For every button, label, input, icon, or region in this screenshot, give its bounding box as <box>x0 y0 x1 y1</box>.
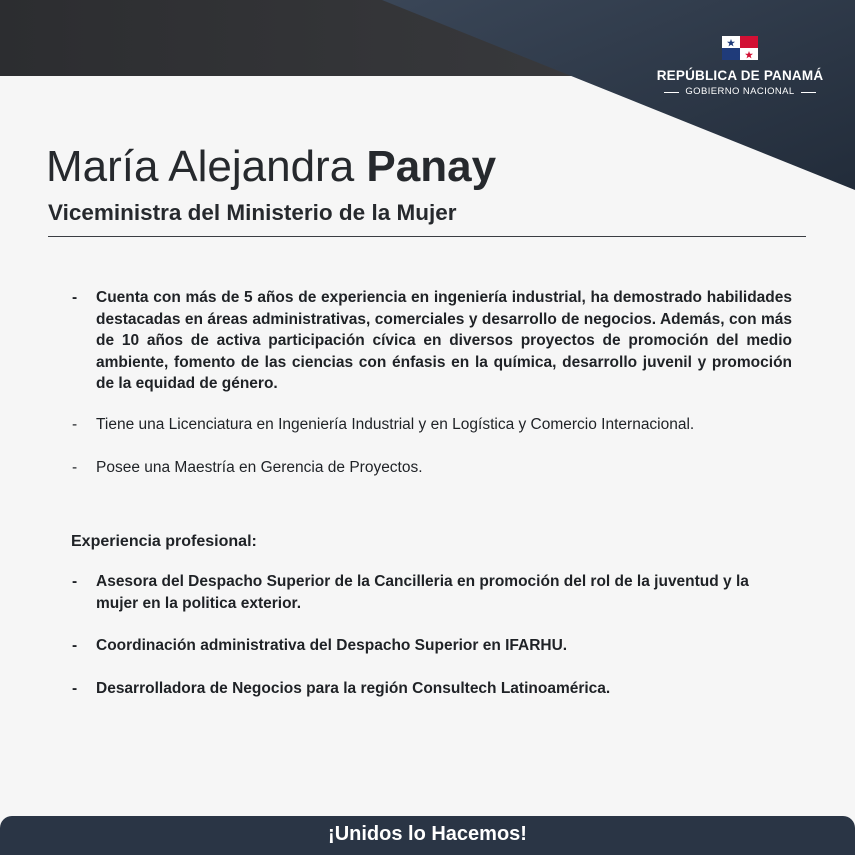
last-name: Panay <box>366 142 497 191</box>
panama-flag-icon <box>722 36 758 60</box>
person-role: Viceministra del Ministerio de la Mujer <box>48 200 457 225</box>
experience-title: Experiencia profesional: <box>71 533 257 550</box>
summary-list-2 <box>70 414 792 436</box>
government-subtitle <box>640 86 840 98</box>
subtitle-rule-left <box>664 92 679 93</box>
bullet-dash: - <box>72 573 78 590</box>
summary-item <box>70 414 792 436</box>
first-names: María Alejandra <box>46 142 355 191</box>
summary-item <box>70 457 792 479</box>
bullet-dash: - <box>72 459 78 476</box>
summary-list-3 <box>70 457 792 479</box>
experience-item-text: Coordinación administrativa del Despacho Superior en IFARHU. <box>96 637 568 654</box>
government-logo <box>640 36 840 98</box>
summary-list-1 <box>70 287 792 395</box>
experience-item <box>70 571 792 614</box>
summary-item-text: Tiene una Licenciatura en Ingeniería Industrial y en Logística y Comercio Internacional. <box>96 416 695 433</box>
footer-slogan: ¡Unidos lo Hacemos! <box>328 823 527 845</box>
experience-item <box>70 678 792 700</box>
bullet-dash: - <box>72 289 78 306</box>
experience-item <box>70 635 792 657</box>
experience-item-text: Desarrolladora de Negocios para la región Consultech Latinoamérica. <box>96 680 611 697</box>
summary-item-text: Posee una Maestría en Gerencia de Proyectos. <box>96 459 423 476</box>
experience-list-2 <box>70 635 792 657</box>
title-divider <box>48 236 806 237</box>
bullet-dash: - <box>72 416 78 433</box>
country-name: REPÚBLICA DE PANAMÁ <box>656 68 824 83</box>
footer-bar <box>0 816 855 855</box>
subtitle-text: GOBIERNO NACIONAL <box>685 86 795 97</box>
experience-list-1 <box>70 571 792 614</box>
experience-list-3 <box>70 678 792 700</box>
subtitle-rule-right <box>801 92 816 93</box>
summary-item-text: Cuenta con más de 5 años de experiencia en ingeniería industrial, ha demostrado habilidades destacadas en áreas administrativas, comerciales y desarrollo de negocios. Además, con más de 10 años de activa participación cívica en diversos proyectos de promoción del medio ambiente, fomento de las ciencias con énfasis en la química, desarrollo juvenil y promoción de la equidad de género. <box>96 289 792 392</box>
experience-item-text: Asesora del Despacho Superior de la Cancilleria en promoción del rol de la juventud y la mujer en la politica exterior. <box>96 573 749 612</box>
person-name <box>46 140 496 194</box>
bullet-dash: - <box>72 680 78 697</box>
summary-item <box>70 287 792 395</box>
bullet-dash: - <box>72 637 78 654</box>
